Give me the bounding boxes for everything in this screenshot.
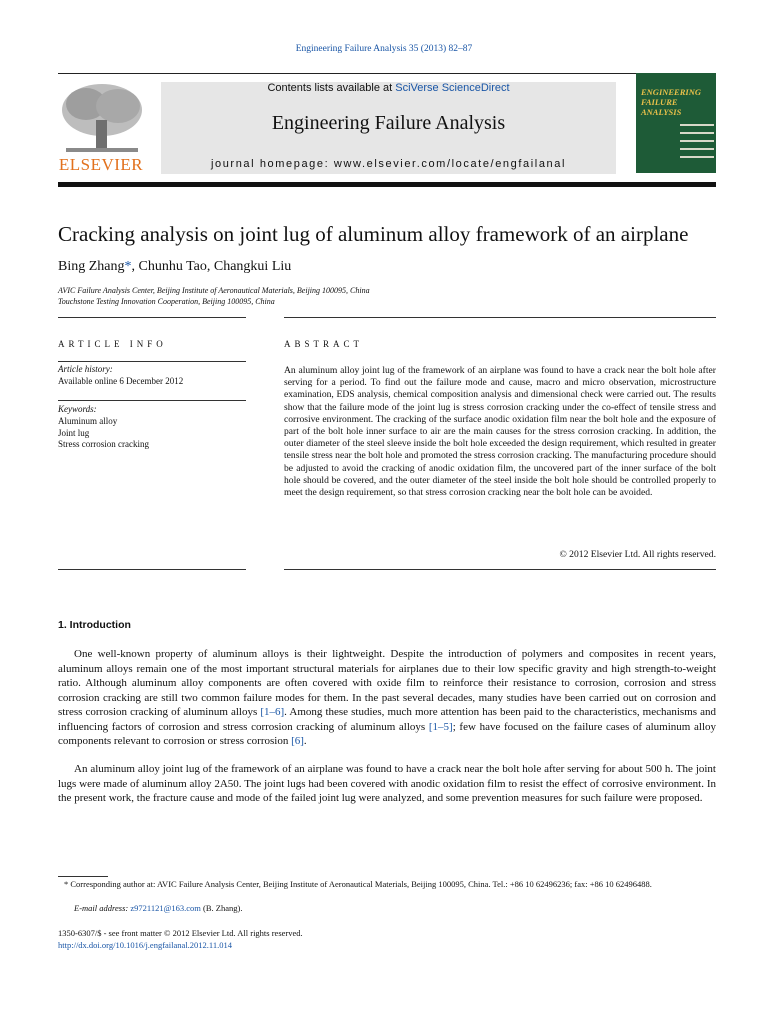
- sciencedirect-link[interactable]: SciVerse ScienceDirect: [395, 82, 510, 94]
- keyword: Joint lug: [58, 427, 90, 438]
- section-heading: 1. Introduction: [58, 619, 131, 631]
- authors: [58, 259, 291, 275]
- paper-title: Cracking analysis on joint lug of aluminum alloy framework of an airplane: [58, 222, 689, 246]
- corresponding-author-footnote: * Corresponding author at: AVIC Failure Analysis Center, Beijing Institute of Aeronautical Materials, Beijing 100095, China. Tel.: +86 10 62496236; fax: +86 10 62496488.: [64, 879, 652, 889]
- journal-reference[interactable]: Engineering Failure Analysis 35 (2013) 82–87: [295, 44, 473, 54]
- email-footnote: [74, 903, 242, 913]
- history-value: Available online 6 December 2012: [58, 376, 184, 386]
- paragraph-text: . Among these studies, much more attention has been paid to the characteristics, mechanisms and influencing factors of corrosion and stress corrosion cracking of aluminum alloys: [58, 706, 716, 733]
- article-info-rule: [58, 317, 246, 318]
- article-info-heading: ARTICLE INFO: [58, 339, 167, 349]
- citation-link[interactable]: [6]: [291, 735, 304, 747]
- email-label: E-mail address:: [74, 903, 129, 913]
- affiliation-2: Touchstone Testing Innovation Cooperation, Beijing 100095, China: [58, 297, 275, 306]
- paragraph-text: ; few have focused on the failure cases of aluminum alloy components relevant to corrosion or stress corrosion: [58, 720, 716, 747]
- issn-line: 1350-6307/$ - see front matter © 2012 Elsevier Ltd. All rights reserved.: [58, 928, 303, 938]
- keyword: Aluminum alloy: [58, 416, 118, 426]
- doi-link[interactable]: http://dx.doi.org/10.1016/j.engfailanal.2012.11.014: [58, 940, 232, 950]
- paragraph-text: One well-known property of aluminum alloys is their lightweight. Despite the introduction of polymers and composites in recent years, aluminum alloys remain one of the most important structural materials for airplanes due to their low specific gravity and high strength-to-weight ratio. Although aluminum alloy components are often covered with oxide film to reinforce their resistance to corrosion, corrosion and stress corrosion cracking are still two common failure modes for them. In the past several decades, many studies have been carried out on corrosion and stress corrosion cracking of aluminum alloys: [58, 648, 716, 718]
- article-info-bottom-rule: [58, 569, 246, 570]
- abstract-bottom-rule: [284, 569, 716, 570]
- corresponding-author-marker[interactable]: *: [124, 259, 132, 274]
- paragraph-text: .: [303, 735, 307, 747]
- email-link[interactable]: z9721121@163.com: [130, 903, 201, 913]
- publisher-name: ELSEVIER: [58, 155, 144, 174]
- header-divider: [58, 182, 716, 187]
- citation-link[interactable]: [1–6]: [260, 706, 285, 718]
- top-rule: [58, 73, 716, 74]
- footnote-rule: [58, 876, 108, 877]
- history-label: Article history:: [58, 364, 113, 374]
- email-suffix: (B. Zhang).: [200, 903, 243, 913]
- cover-text-lines: [680, 118, 714, 164]
- copyright: © 2012 Elsevier Ltd. All rights reserved.: [559, 549, 716, 560]
- keywords-list: [58, 416, 149, 451]
- abstract-rule: [284, 317, 716, 318]
- contents-line: [161, 82, 616, 94]
- journal-title: Engineering Failure Analysis: [271, 112, 506, 134]
- affiliation-1: AVIC Failure Analysis Center, Beijing Institute of Aeronautical Materials, Beijing 100095, China: [58, 286, 370, 295]
- citation-link[interactable]: [1–5]: [428, 720, 453, 733]
- keywords-label: Keywords:: [58, 404, 97, 414]
- paragraph: An aluminum alloy joint lug of the framework of an airplane was found to have a crack near the bolt hole after serving for about 500 h. The joint lugs were made of aluminum alloy 2A50. The joint lugs had been covered with anodic oxidation film to resist the effect of corrosive environment. In the present work, the fracture cause and mode of the failed joint lug were analyzed, and some prevention measures for such failure were proposed.: [58, 763, 716, 804]
- author-name: Bing Zhang: [58, 259, 125, 274]
- paragraph: [58, 647, 716, 749]
- keyword: Stress corrosion cracking: [58, 439, 149, 449]
- journal-cover-image: [636, 73, 716, 173]
- abstract-text: An aluminum alloy joint lug of the framework of an airplane was found to have a crack near the bolt hole after serving for a period. To find out the failure mode and cause, macro and micro observation, microstructure examination, EDS analysis, chemical composition analysis and dimensional check were carried out. The results show that the failure mode of the joint lug is stress corrosion cracking under the co-effect of tensile stress and corrosive environment. The cracking of the surface anodic oxidation film near the bolt hole and the exposure of part of the bolt hole inner surface to air are the main causes for the stress corrosion cracking. In addition, the outer diameter of the steel sleeve inside the bolt hole exceeded the design requirement, which resulted in greater tensile stress near the bolt hole and promoted the stress corrosion cracking. The manufacturing procedure should be adjusted to avoid the cracking of anodic oxidation film, the uncovered part of the inner surface of the bolt hole should be covered, and the outer diameter of the steel inside the bolt hole should be controlled properly to meet the design requirement, so that stress corrosion cracking near the bolt hole can be avoided.: [284, 365, 716, 499]
- cover-title: ENGINEERING FAILURE ANALYSIS: [641, 87, 701, 117]
- author-names-rest: , Chunhu Tao, Changkui Liu: [131, 259, 292, 274]
- journal-homepage[interactable]: journal homepage: www.elsevier.com/locate/engfailanal: [210, 158, 567, 170]
- article-info-divider: [58, 361, 246, 362]
- abstract-heading: ABSTRACT: [284, 339, 364, 349]
- contents-prefix: Contents lists available at: [267, 82, 396, 94]
- keywords-divider: [58, 400, 246, 401]
